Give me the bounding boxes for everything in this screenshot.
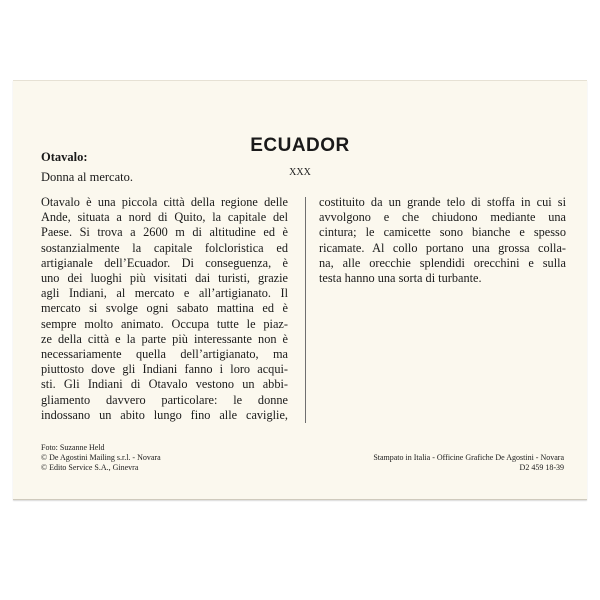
text-line: ze della città e la parte più interessante non è [41, 331, 288, 346]
text-line: avvolgono e che chiudono mediante una [319, 210, 566, 225]
text-line: piuttosto dove gli Indiani fanno i loro acqui- [41, 362, 288, 377]
text-line: necessariamente quella dell’artigianato, ma [41, 347, 288, 362]
text-line: Otavalo è una piccola città della regione delle [41, 195, 288, 209]
printer-info [373, 453, 564, 473]
column-divider [305, 197, 306, 423]
text-line: ricamate. Al collo portano una grossa colla- [319, 240, 566, 255]
text-line: mercato si svolge ogni sabato mattina ed è [41, 301, 288, 316]
postcard-back [13, 80, 587, 500]
text-line: sti. Gli Indiani di Otavalo vestono un abbi- [41, 377, 288, 392]
printer-line: D2 459 18-39 [519, 463, 564, 472]
place-name: Otavalo: [41, 150, 88, 164]
credit-line: © De Agostini Mailing s.r.l. - Novara [41, 453, 161, 462]
country-title: ECUADOR [250, 135, 350, 156]
photo-subtitle: Donna al mercato. [41, 170, 133, 184]
text-line: cintura; le camicette sono bianche e spesso [319, 225, 566, 240]
text-line: uno dei luoghi più visitati dai turisti, grazie [41, 271, 288, 286]
text-line: artigianale dell’Ecuador. Di conseguenza, è [41, 255, 288, 270]
text-line: na, alle orecchie splendidi orecchini e sulla [319, 255, 566, 270]
text-column-left [41, 195, 288, 423]
photo-credits [41, 443, 161, 473]
printer-line: Stampato in Italia - Officine Grafiche De Agostini - Novara [373, 453, 564, 462]
text-line: sempre molto animato. Occupa tutte le piaz- [41, 316, 288, 331]
text-line: gliamento davvero particolare: le donne [41, 392, 288, 407]
text-line: agli Indiani, al mercato e all’artigianato. Il [41, 286, 288, 301]
text-line: Paese. Si trova a 2600 m di altitudine ed è [41, 225, 288, 240]
credit-line: Foto: Suzanne Held [41, 443, 105, 452]
text-line: testa hanno una sorta di turbante. [319, 271, 482, 286]
text-line: costituito da un grande telo di stoffa in cui si [319, 195, 566, 209]
text-line: Ande, situata a nord di Quito, la capitale del [41, 210, 288, 225]
card-code: XXX [289, 167, 311, 178]
credit-line: © Edito Service S.A., Ginevra [41, 463, 139, 472]
text-line: sostanzialmente la capitale folcloristica ed [41, 240, 288, 255]
text-column-right [319, 195, 566, 286]
text-line: indossano un abito lungo fino alle caviglie, [41, 407, 288, 422]
